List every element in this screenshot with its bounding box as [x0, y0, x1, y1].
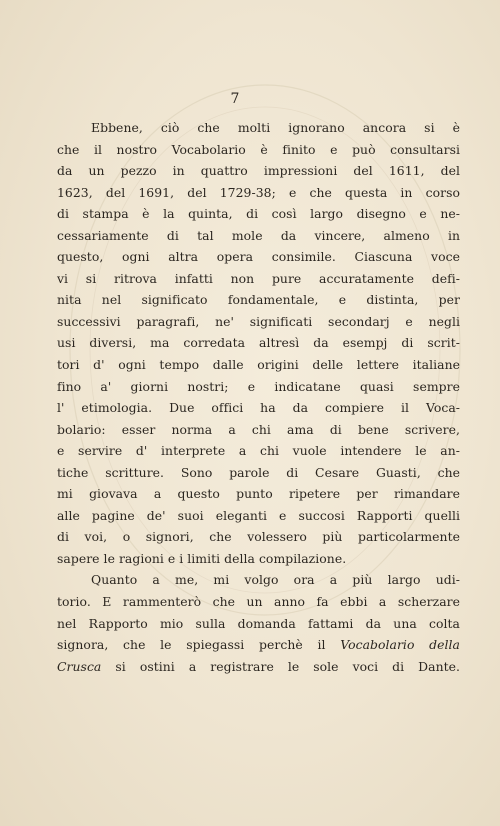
book-title-italic: Crusca [57, 658, 102, 674]
text-line: questo, ogni altra opera consimile. Ciascuna voce [57, 249, 460, 265]
text-line: usi diversi, ma corredata altresì da esempj di scrit- [57, 335, 460, 351]
text-line: di stampa è la quinta, di così largo disegno e ne- [57, 206, 460, 222]
text-line: di voi, o signori, che volessero più particolarmente [57, 529, 460, 545]
text-line: mi giovava a questo punto ripetere per rimandare [57, 486, 460, 502]
body-text [57, 117, 460, 677]
text-line: cessariamente di tal mole da vincere, almeno in [57, 227, 460, 243]
text-line: 1623, del 1691, del 1729-38; e che questa in corso [57, 184, 460, 200]
text-run: signora, che le spiegassi perchè il [57, 637, 326, 653]
text-line: vi si ritrova infatti non pure accuratamente defi- [57, 270, 460, 286]
text-run: si ostini a registrare le sole voci di Dante. [101, 658, 460, 674]
text-line: fino a' giorni nostri; e indicatane quasi sempre [57, 378, 460, 394]
text-line: sapere le ragioni e i limiti della compilazione. [57, 550, 347, 566]
text-line: nel Rapporto mio sulla domanda fattami da una colta [57, 615, 460, 631]
book-title-italic: Vocabolario della [340, 637, 460, 653]
text-line: tiche scritture. Sono parole di Cesare Guasti, che [57, 464, 460, 480]
page-number: 7 [230, 91, 240, 107]
text-line: torio. E rammenterò che un anno fa ebbi a scherzare [57, 594, 460, 610]
text-line: Ebbene, ciò che molti ignorano ancora si è [91, 120, 460, 135]
text-line: bolario: esser norma a chi ama di bene scrivere, [57, 421, 460, 437]
text-line: nita nel significato fondamentale, e distinta, per [57, 292, 460, 308]
text-line: che il nostro Vocabolario è finito e può consultarsi [57, 141, 460, 157]
text-line-mixed [57, 656, 460, 678]
text-line: Quanto a me, mi volgo ora a più largo udi- [91, 572, 460, 588]
text-line: tori d' ogni tempo dalle origini delle lettere italiane [57, 357, 460, 373]
text-line-mixed [57, 634, 460, 656]
text-line: l' etimologia. Due offici ha da compiere il Voca- [57, 400, 460, 416]
text-line: successivi paragrafi, ne' significati secondarj e negli [57, 313, 460, 329]
text-line: alle pagine de' suoi eleganti e succosi Rapporti quelli [57, 507, 460, 523]
text-line: da un pezzo in quattro impressioni del 1611, del [57, 163, 460, 179]
text-line: e servire d' interprete a chi vuole intendere le an- [57, 443, 460, 459]
